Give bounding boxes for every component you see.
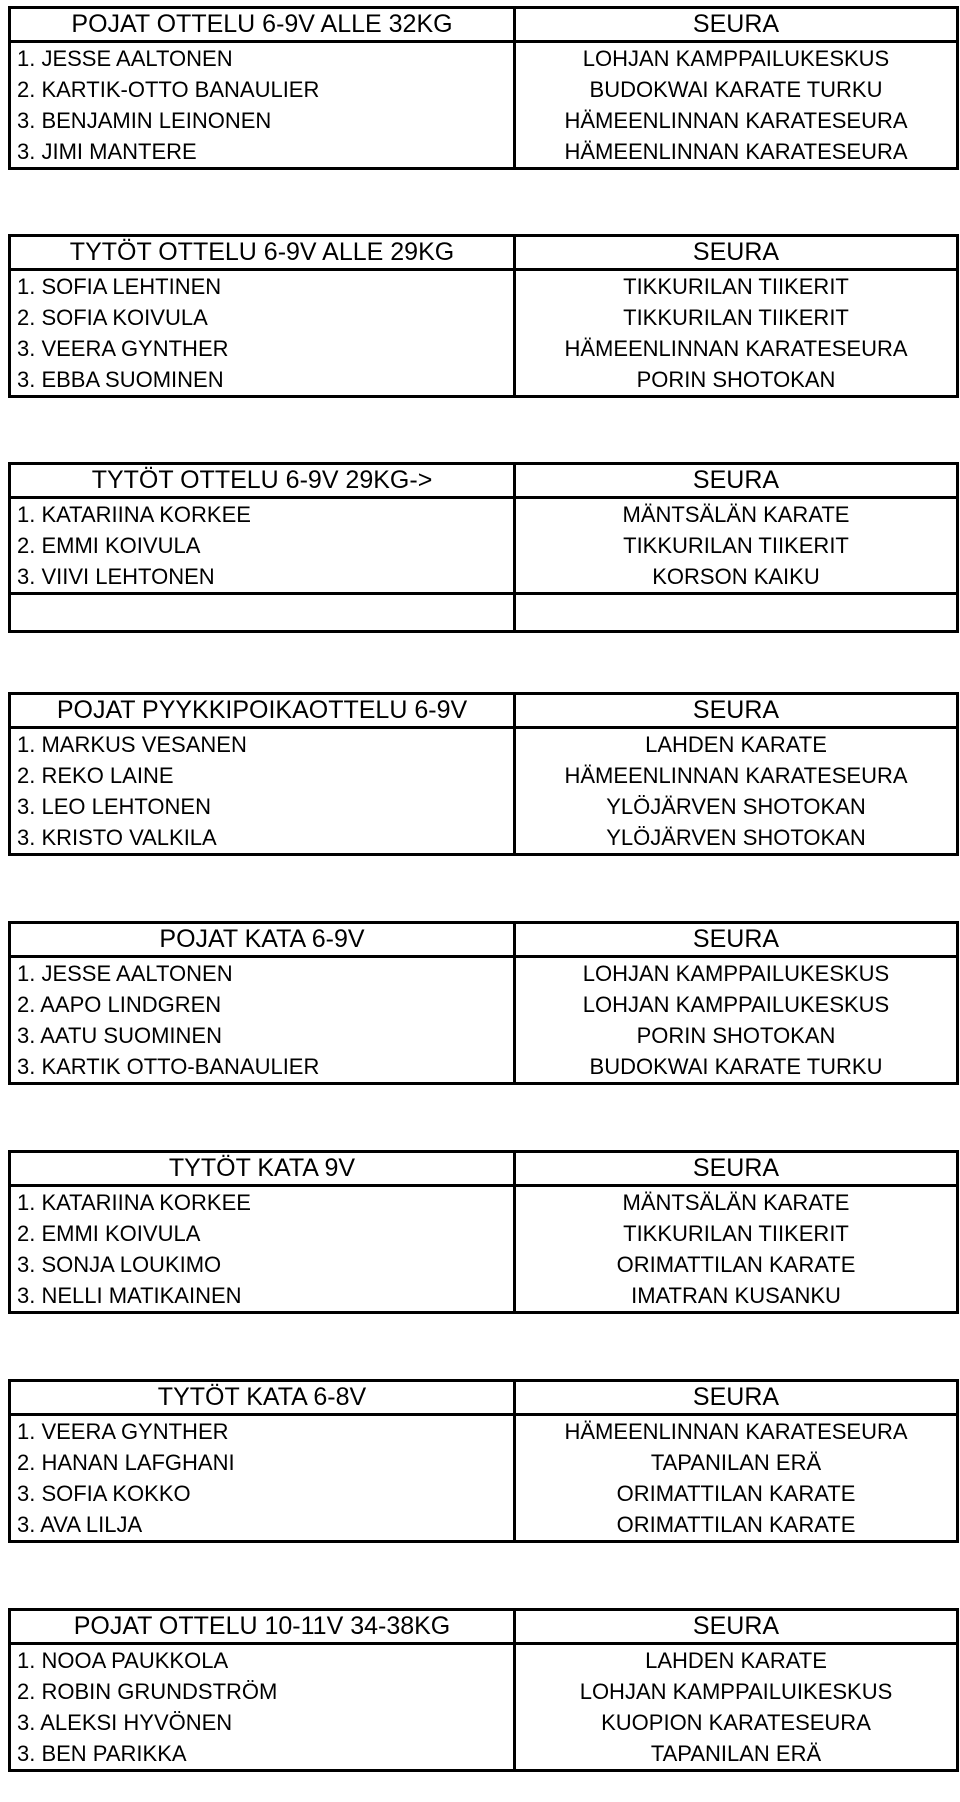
club-name: LOHJAN KAMPPAILUKESKUS [515, 957, 958, 990]
table-header-row [10, 464, 958, 498]
competitor-name: 1. VEERA GYNTHER [10, 1415, 515, 1448]
competitor-name: 3. AATU SUOMINEN [10, 1020, 515, 1051]
competitor-name: 2. KARTIK-OTTO BANAULIER [10, 74, 515, 105]
results-table [8, 1608, 959, 1772]
table-row [10, 1186, 958, 1219]
table-row [10, 1280, 958, 1313]
table-row [10, 270, 958, 303]
club-name: ORIMATTILAN KARATE [515, 1509, 958, 1542]
table-row [10, 136, 958, 169]
table-row [10, 364, 958, 397]
category-title: POJAT PYYKKIPOIKAOTTELU 6-9V [10, 694, 515, 728]
competitor-name: 2. HANAN LAFGHANI [10, 1447, 515, 1478]
club-name: LOHJAN KAMPPAILUIKESKUS [515, 1676, 958, 1707]
competitor-name: 3. LEO LEHTONEN [10, 791, 515, 822]
competitor-name: 2. AAPO LINDGREN [10, 989, 515, 1020]
competitor-name: 3. KARTIK OTTO-BANAULIER [10, 1051, 515, 1084]
table-row [10, 333, 958, 364]
club-column-header: SEURA [515, 236, 958, 270]
club-column-header: SEURA [515, 1381, 958, 1415]
competitor-name: 3. VEERA GYNTHER [10, 333, 515, 364]
table-row [10, 1707, 958, 1738]
competitor-name: 3. JIMI MANTERE [10, 136, 515, 169]
table-row [10, 957, 958, 990]
competitor-name: 3. AVA LILJA [10, 1509, 515, 1542]
club-name: ORIMATTILAN KARATE [515, 1478, 958, 1509]
competitor-name: 3. SONJA LOUKIMO [10, 1249, 515, 1280]
competitor-name: 2. REKO LAINE [10, 760, 515, 791]
competitor-name: 1. NOOA PAUKKOLA [10, 1644, 515, 1677]
table-row [10, 1415, 958, 1448]
results-table [8, 921, 959, 1085]
competitor-name: 1. SOFIA LEHTINEN [10, 270, 515, 303]
table-row [10, 1676, 958, 1707]
competitor-name: 2. EMMI KOIVULA [10, 1218, 515, 1249]
competitor-name: 1. KATARIINA KORKEE [10, 498, 515, 531]
club-name: LOHJAN KAMPPAILUKESKUS [515, 42, 958, 75]
table-row [10, 1218, 958, 1249]
competitor-name: 2. EMMI KOIVULA [10, 530, 515, 561]
table-row [10, 530, 958, 561]
competitor-name: 3. VIIVI LEHTONEN [10, 561, 515, 594]
club-column-header: SEURA [515, 1152, 958, 1186]
club-name: HÄMEENLINNAN KARATESEURA [515, 760, 958, 791]
club-column-header: SEURA [515, 923, 958, 957]
results-table [8, 462, 959, 633]
competitor-name: 1. KATARIINA KORKEE [10, 1186, 515, 1219]
table-header-row [10, 1152, 958, 1186]
table-header-row [10, 694, 958, 728]
table-row [10, 1738, 958, 1771]
club-column-header: SEURA [515, 464, 958, 498]
empty-cell [515, 594, 958, 632]
table-row [10, 822, 958, 855]
table-row [10, 1020, 958, 1051]
table-header-row [10, 236, 958, 270]
category-title: POJAT OTTELU 10-11V 34-38KG [10, 1610, 515, 1644]
results-table [8, 234, 959, 398]
competitor-name: 3. SOFIA KOKKO [10, 1478, 515, 1509]
table-row [10, 1509, 958, 1542]
club-name: TIKKURILAN TIIKERIT [515, 270, 958, 303]
competitor-name: 3. BENJAMIN LEINONEN [10, 105, 515, 136]
table-row [10, 42, 958, 75]
competitor-name: 3. NELLI MATIKAINEN [10, 1280, 515, 1313]
results-table [8, 1379, 959, 1543]
table-row [10, 760, 958, 791]
table-row [10, 1249, 958, 1280]
club-name: LAHDEN KARATE [515, 1644, 958, 1677]
club-column-header: SEURA [515, 1610, 958, 1644]
empty-cell [10, 594, 515, 632]
club-name: IMATRAN KUSANKU [515, 1280, 958, 1313]
table-row [10, 1478, 958, 1509]
table-row [10, 498, 958, 531]
table-header-row [10, 1610, 958, 1644]
club-name: TIKKURILAN TIIKERIT [515, 530, 958, 561]
category-title: POJAT KATA 6-9V [10, 923, 515, 957]
club-name: KORSON KAIKU [515, 561, 958, 594]
club-column-header: SEURA [515, 694, 958, 728]
club-name: BUDOKWAI KARATE TURKU [515, 74, 958, 105]
category-title: TYTÖT KATA 9V [10, 1152, 515, 1186]
table-row [10, 1644, 958, 1677]
club-name: LOHJAN KAMPPAILUKESKUS [515, 989, 958, 1020]
competitor-name: 1. JESSE AALTONEN [10, 957, 515, 990]
table-header-row [10, 923, 958, 957]
club-name: ORIMATTILAN KARATE [515, 1249, 958, 1280]
competitor-name: 2. SOFIA KOIVULA [10, 302, 515, 333]
results-table [8, 692, 959, 856]
club-name: TIKKURILAN TIIKERIT [515, 1218, 958, 1249]
competitor-name: 3. EBBA SUOMINEN [10, 364, 515, 397]
results-table [8, 1150, 959, 1314]
club-name: MÄNTSÄLÄN KARATE [515, 498, 958, 531]
club-name: MÄNTSÄLÄN KARATE [515, 1186, 958, 1219]
competitor-name: 1. MARKUS VESANEN [10, 728, 515, 761]
club-name: KUOPION KARATESEURA [515, 1707, 958, 1738]
competitor-name: 3. BEN PARIKKA [10, 1738, 515, 1771]
club-name: HÄMEENLINNAN KARATESEURA [515, 1415, 958, 1448]
category-title: TYTÖT OTTELU 6-9V 29KG-> [10, 464, 515, 498]
club-name: BUDOKWAI KARATE TURKU [515, 1051, 958, 1084]
empty-row [10, 594, 958, 632]
club-name: TAPANILAN ERÄ [515, 1447, 958, 1478]
category-title: TYTÖT OTTELU 6-9V ALLE 29KG [10, 236, 515, 270]
club-name: YLÖJÄRVEN SHOTOKAN [515, 791, 958, 822]
club-name: PORIN SHOTOKAN [515, 1020, 958, 1051]
table-header-row [10, 8, 958, 42]
table-row [10, 105, 958, 136]
club-name: YLÖJÄRVEN SHOTOKAN [515, 822, 958, 855]
club-name: HÄMEENLINNAN KARATESEURA [515, 105, 958, 136]
table-row [10, 561, 958, 594]
table-row [10, 791, 958, 822]
category-title: TYTÖT KATA 6-8V [10, 1381, 515, 1415]
club-name: HÄMEENLINNAN KARATESEURA [515, 333, 958, 364]
table-row [10, 74, 958, 105]
club-column-header: SEURA [515, 8, 958, 42]
table-row [10, 728, 958, 761]
competitor-name: 3. ALEKSI HYVÖNEN [10, 1707, 515, 1738]
category-title: POJAT OTTELU 6-9V ALLE 32KG [10, 8, 515, 42]
table-row [10, 989, 958, 1020]
table-row [10, 1051, 958, 1084]
table-row [10, 1447, 958, 1478]
club-name: PORIN SHOTOKAN [515, 364, 958, 397]
table-row [10, 302, 958, 333]
club-name: TIKKURILAN TIIKERIT [515, 302, 958, 333]
club-name: TAPANILAN ERÄ [515, 1738, 958, 1771]
table-header-row [10, 1381, 958, 1415]
results-table [8, 6, 959, 170]
competitor-name: 1. JESSE AALTONEN [10, 42, 515, 75]
competitor-name: 3. KRISTO VALKILA [10, 822, 515, 855]
competitor-name: 2. ROBIN GRUNDSTRÖM [10, 1676, 515, 1707]
club-name: HÄMEENLINNAN KARATESEURA [515, 136, 958, 169]
club-name: LAHDEN KARATE [515, 728, 958, 761]
